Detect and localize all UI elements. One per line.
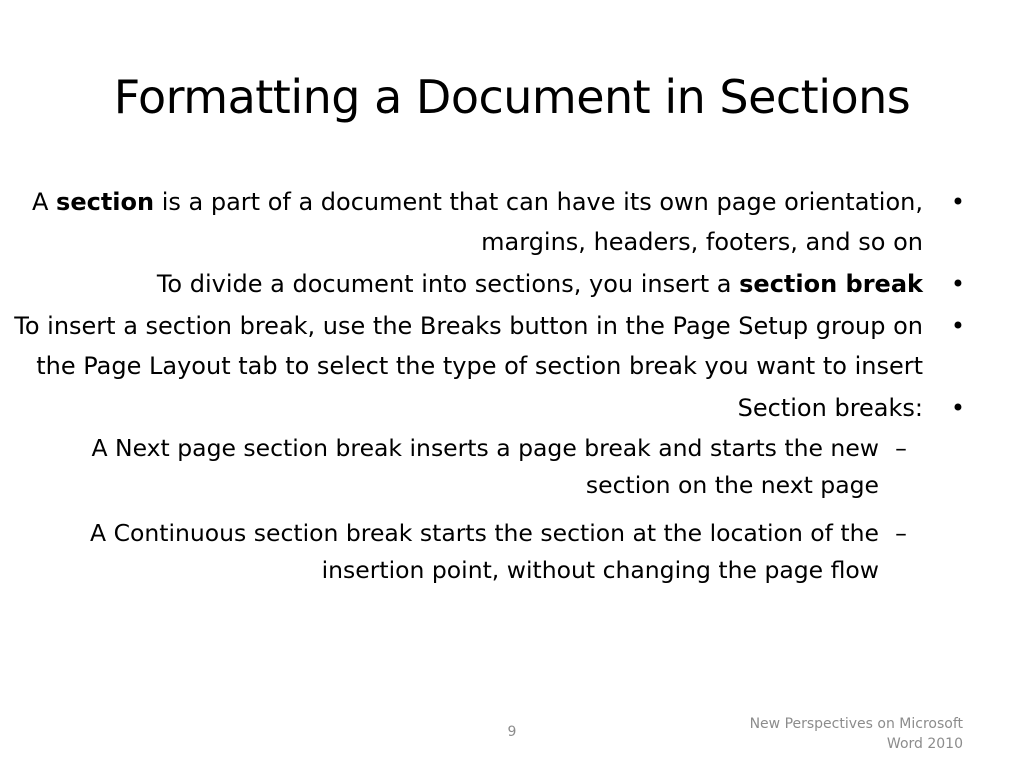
bullet-text-prefix: A [31, 188, 57, 216]
bullet-marker: • [950, 188, 966, 216]
bullet-list [0, 182, 1024, 600]
footer-text: New Perspectives on Microsoft Word 2010 [749, 716, 963, 752]
sub-bullet-item-continuous [0, 515, 907, 589]
sub-bullet-item-next-page [0, 430, 907, 504]
bullet-text-suffix: is a part of a document that can have its own page orientation, margins, headers, footers, and so on [154, 188, 923, 256]
dash-marker: – [895, 434, 907, 462]
bullet-text-bold-term: section [56, 188, 155, 216]
bullet-text: Section breaks: [737, 394, 923, 422]
slide-title: Formatting a Document in Sections [113, 70, 911, 124]
sub-bullet-text: A Continuous section break starts the section at the location of the insertion point, without changing the page flow [90, 519, 879, 584]
bullet-text: To insert a section break, use the Breaks button in the Page Setup group on the Page Layout tab to select the type of section break you want to insert [14, 312, 923, 380]
bullet-item-divide-document [0, 264, 966, 304]
sub-bullet-text: A Next page section break inserts a page break and starts the new section on the next page [91, 434, 879, 499]
bullet-text-prefix: To divide a document into sections, you insert a [156, 270, 740, 298]
bullet-text-bold-term: section break [739, 270, 923, 298]
bullet-item-section-breaks-heading [0, 388, 966, 428]
bullet-marker: • [950, 394, 966, 422]
slide-number: 9 [507, 724, 517, 740]
bullet-item-insert-section-break [0, 306, 966, 386]
bullet-item-section-definition [0, 182, 966, 262]
bullet-marker: • [950, 312, 966, 340]
dash-marker: – [895, 519, 907, 547]
bullet-marker: • [950, 270, 966, 298]
